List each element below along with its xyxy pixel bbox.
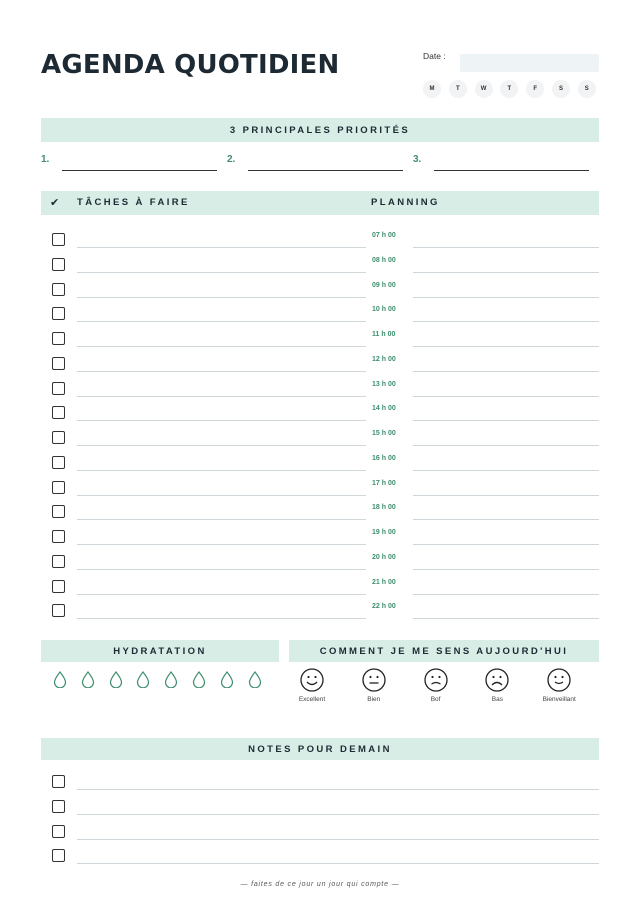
water-drop-icon[interactable] — [81, 671, 95, 688]
planning-time: 19 h 00 — [372, 529, 396, 536]
task-line[interactable] — [77, 297, 366, 298]
sad-face-icon[interactable] — [485, 668, 509, 692]
hydration-header — [41, 640, 279, 662]
priority-line-2[interactable] — [248, 170, 403, 171]
weekday-2[interactable]: W — [475, 80, 493, 98]
planning-time: 15 h 00 — [372, 430, 396, 437]
planning-time: 07 h 00 — [372, 232, 396, 239]
priority-line-1[interactable] — [62, 170, 217, 171]
priority-number-3: 3. — [413, 154, 422, 165]
neutral-face-icon[interactable] — [362, 668, 386, 692]
water-drop-icon[interactable] — [192, 671, 206, 688]
water-drop-icon[interactable] — [164, 671, 178, 688]
planning-time: 12 h 00 — [372, 355, 396, 363]
task-checkbox[interactable] — [52, 258, 65, 271]
task-line[interactable] — [77, 420, 366, 421]
content-face-icon[interactable] — [547, 668, 571, 692]
planning-line[interactable] — [413, 321, 599, 322]
task-line[interactable] — [77, 321, 366, 322]
task-line[interactable] — [77, 495, 366, 496]
task-checkbox[interactable] — [52, 283, 65, 296]
planning-time: 13 h 00 — [372, 380, 396, 388]
planning-line[interactable] — [413, 495, 599, 496]
planning-line[interactable] — [413, 519, 599, 520]
note-checkbox[interactable] — [52, 849, 65, 862]
task-line[interactable] — [77, 544, 366, 545]
mood-label: Excellent — [298, 696, 326, 703]
task-line[interactable] — [77, 519, 366, 520]
planning-line[interactable] — [413, 272, 599, 273]
task-line[interactable] — [77, 569, 366, 570]
planning-line[interactable] — [413, 544, 599, 545]
water-drop-icon[interactable] — [136, 671, 150, 688]
date-label: Date : — [423, 51, 446, 61]
task-checkbox[interactable] — [52, 580, 65, 593]
planning-line[interactable] — [413, 618, 599, 619]
planning-line[interactable] — [413, 445, 599, 446]
priorities-header — [41, 118, 599, 142]
task-checkbox[interactable] — [52, 505, 65, 518]
note-line[interactable] — [77, 814, 599, 815]
mood-heading: COMMENT JE ME SENS AUJOURD'HUI — [319, 645, 569, 657]
planning-line[interactable] — [413, 396, 599, 397]
planning-line[interactable] — [413, 594, 599, 595]
checkmark-icon: ✔ — [50, 196, 60, 209]
task-line[interactable] — [77, 470, 366, 471]
planning-line[interactable] — [413, 470, 599, 471]
planning-line[interactable] — [413, 247, 599, 248]
note-checkbox[interactable] — [52, 775, 65, 788]
task-checkbox[interactable] — [52, 530, 65, 543]
task-checkbox[interactable] — [52, 357, 65, 370]
note-line[interactable] — [77, 789, 599, 790]
weekday-3[interactable]: T — [500, 80, 518, 98]
task-line[interactable] — [77, 346, 366, 347]
task-line[interactable] — [77, 247, 366, 248]
planning-time: 16 h 00 — [372, 454, 396, 462]
task-line[interactable] — [77, 272, 366, 273]
planning-time: 21 h 00 — [372, 578, 396, 586]
tasks-planning-header — [41, 191, 599, 215]
task-checkbox[interactable] — [52, 555, 65, 568]
task-line[interactable] — [77, 371, 366, 372]
weekday-1[interactable]: T — [449, 80, 467, 98]
note-line[interactable] — [77, 839, 599, 840]
mood-label: Bienveillant — [542, 696, 576, 703]
mood-header — [289, 640, 599, 662]
task-checkbox[interactable] — [52, 382, 65, 395]
hydration-heading: HYDRATATION — [113, 645, 207, 657]
task-checkbox[interactable] — [52, 456, 65, 469]
water-drop-icon[interactable] — [53, 671, 67, 688]
smile-icon[interactable] — [300, 668, 324, 692]
planning-time: 11 h 00 — [372, 331, 396, 338]
weekday-5[interactable]: S — [552, 80, 570, 98]
planning-time: 14 h 00 — [372, 405, 396, 413]
priority-number-1: 1. — [41, 154, 50, 165]
task-line[interactable] — [77, 594, 366, 595]
planning-line[interactable] — [413, 569, 599, 570]
task-checkbox[interactable] — [52, 604, 65, 617]
date-field[interactable] — [460, 54, 599, 72]
planning-time: 22 h 00 — [372, 603, 396, 611]
planning-time: 10 h 00 — [372, 306, 396, 314]
mood-label: Bien — [367, 696, 381, 703]
planning-line[interactable] — [413, 371, 599, 372]
notes-header — [41, 738, 599, 760]
note-checkbox[interactable] — [52, 825, 65, 838]
page-title: AGENDA QUOTIDIEN — [41, 50, 340, 80]
task-checkbox[interactable] — [52, 481, 65, 494]
water-drop-icon[interactable] — [248, 671, 262, 688]
planning-time: 17 h 00 — [372, 479, 396, 487]
task-checkbox[interactable] — [52, 332, 65, 345]
water-drop-icon[interactable] — [220, 671, 234, 688]
task-line[interactable] — [77, 445, 366, 446]
planning-time: 18 h 00 — [372, 504, 396, 512]
notes-heading: NOTES POUR DEMAIN — [248, 743, 392, 755]
weekday-4[interactable]: F — [526, 80, 544, 98]
task-checkbox[interactable] — [52, 431, 65, 444]
tasks-heading: TÂCHES À FAIRE — [77, 197, 190, 208]
note-checkbox[interactable] — [52, 800, 65, 813]
footer-quote: — faites de ce jour un jour qui compte — — [240, 881, 400, 888]
note-line[interactable] — [77, 863, 599, 864]
planning-line[interactable] — [413, 297, 599, 298]
planning-heading: PLANNING — [371, 197, 440, 208]
priority-number-2: 2. — [227, 154, 236, 165]
mood-label: Bof — [430, 696, 441, 703]
planning-time: 20 h 00 — [372, 553, 396, 561]
task-checkbox[interactable] — [52, 307, 65, 320]
task-line[interactable] — [77, 396, 366, 397]
meh-face-icon[interactable] — [424, 668, 448, 692]
planning-time: 08 h 00 — [372, 256, 396, 264]
task-checkbox[interactable] — [52, 406, 65, 419]
task-checkbox[interactable] — [52, 233, 65, 246]
planning-time: 09 h 00 — [372, 281, 396, 289]
mood-label: Bas — [491, 696, 503, 703]
planning-line[interactable] — [413, 346, 599, 347]
priorities-heading: 3 PRINCIPALES PRIORITÉS — [229, 124, 411, 136]
planning-line[interactable] — [413, 420, 599, 421]
weekday-0[interactable]: M — [423, 80, 441, 98]
water-drop-icon[interactable] — [109, 671, 123, 688]
task-line[interactable] — [77, 618, 366, 619]
weekday-6[interactable]: S — [578, 80, 596, 98]
priority-line-3[interactable] — [434, 170, 589, 171]
